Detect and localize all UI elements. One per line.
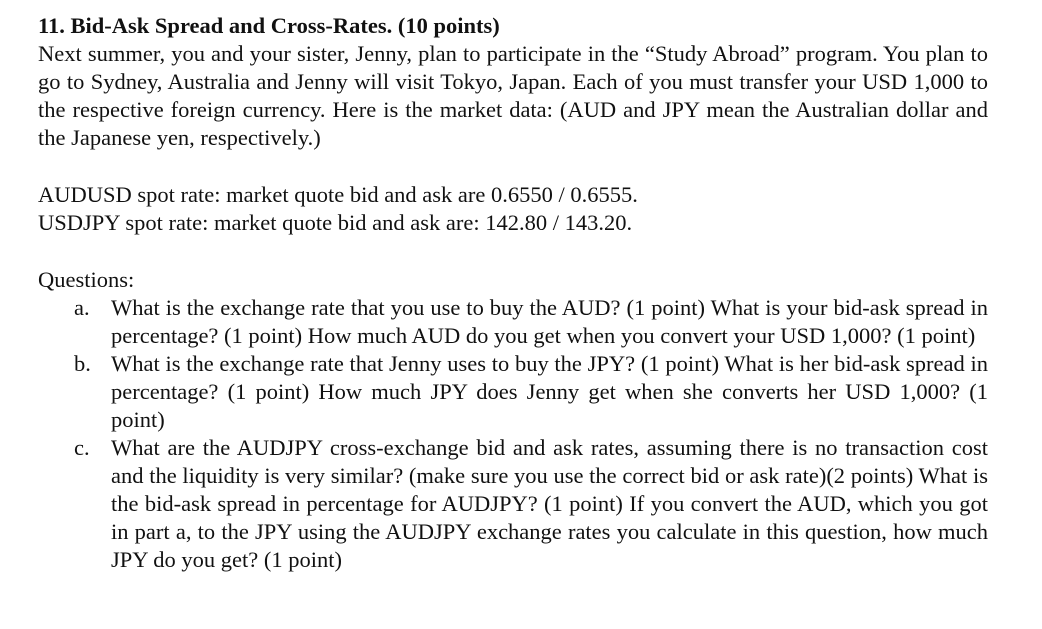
question-text: What is the exchange rate that you use to buy the AUD? (1 point) What is your bid-ask spread in percentage? (1 point) How much AUD do you get when you convert your USD 1,000? (1 point) (111, 295, 988, 348)
question-item-c (38, 434, 988, 574)
problem-title: 11. Bid-Ask Spread and Cross-Rates. (10 points) (38, 13, 500, 38)
question-marker: b. (74, 351, 91, 376)
question-text: What is the exchange rate that Jenny uses to buy the JPY? (1 point) What is her bid-ask spread in percentage? (1 point) How much JPY does Jenny get when she converts her USD 1,000? (1 point) (111, 351, 988, 432)
question-item-b (38, 350, 988, 434)
question-marker: c. (74, 435, 90, 460)
questions-section (38, 266, 988, 574)
question-marker: a. (74, 295, 90, 320)
question-text: What are the AUDJPY cross-exchange bid and ask rates, assuming there is no transaction cost and the liquidity is very similar? (make sure you use the correct bid or ask rate)(2 points) What is the bid-ask spread in percentage for AUDJPY? (1 point) If you convert the AUD, which you got in part a, to the JPY using the AUDJPY exchange rates you calculate in this question, how much JPY do you get? (1 point) (111, 435, 988, 572)
question-item-a (38, 294, 988, 350)
document-page (38, 12, 988, 574)
audusd-rate-line: AUDUSD spot rate: market quote bid and ask are 0.6550 / 0.6555. (38, 182, 638, 207)
questions-heading: Questions: (38, 267, 135, 292)
question-list (38, 294, 988, 574)
usdjpy-rate-line: USDJPY spot rate: market quote bid and ask are: 142.80 / 143.20. (38, 210, 633, 235)
market-data (38, 181, 988, 237)
problem-intro: Next summer, you and your sister, Jenny, plan to participate in the “Study Abroad” program. You plan to go to Sydney, Australia and Jenny will visit Tokyo, Japan. Each of you must transfer your USD 1,000 to the respective foreign currency. Here is the market data: (AUD and JPY mean the Australian dollar and the Japanese yen, respectively.) (38, 41, 988, 150)
